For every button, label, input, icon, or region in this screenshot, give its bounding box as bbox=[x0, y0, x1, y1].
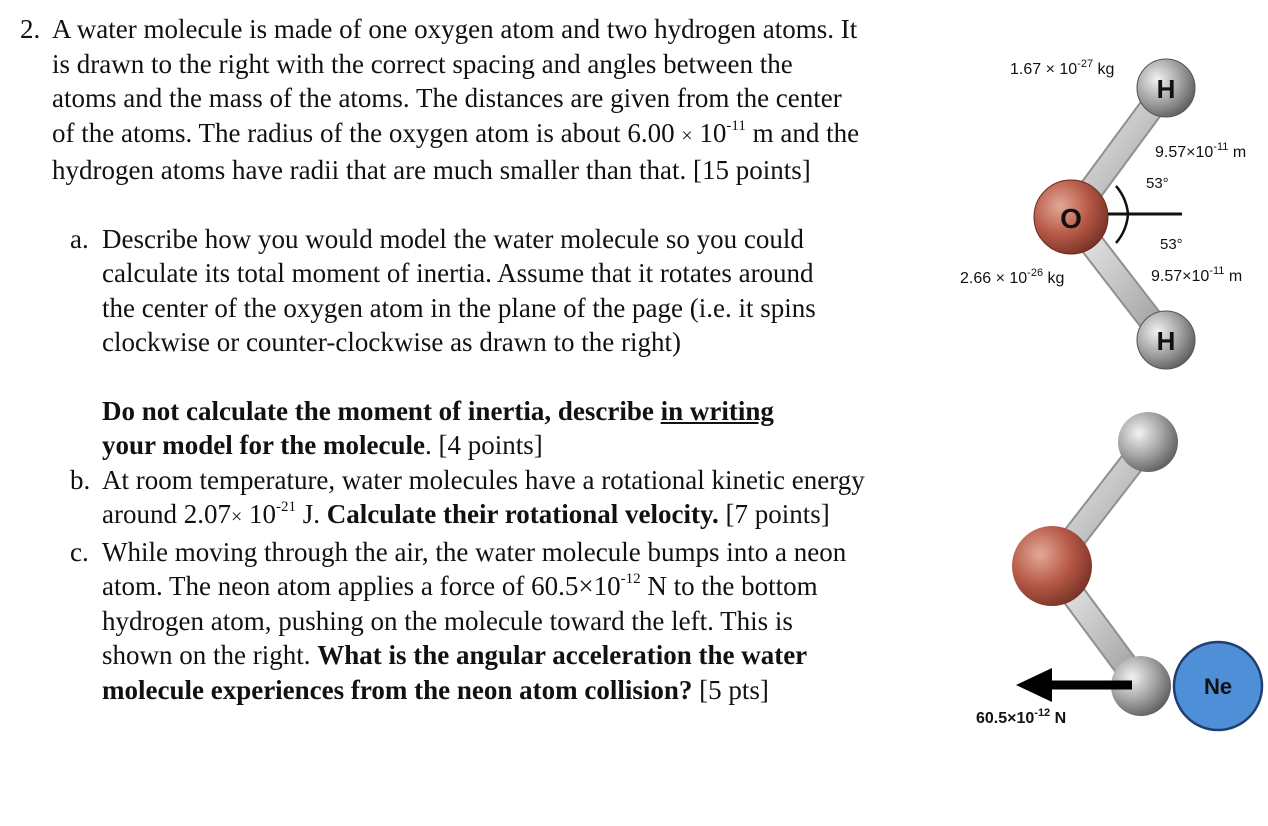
angle-label-bottom: 53° bbox=[1160, 236, 1183, 253]
neon-label: Ne bbox=[1203, 674, 1233, 699]
part-c: c. While moving through the air, the water molecule bumps into a neon atom. The neon atom applies a force of $60.5\times 10^{-12}$ N to the bottom hydrogen atom, pushing on the molecule toward the left. This is shown on the right. What is the angular acceleration the water molecule experiences from the neon atom collision? [5 pts] bbox=[70, 536, 847, 705]
angle-arc-top bbox=[1116, 186, 1128, 214]
stem-line: of the atoms. The radius of the oxygen atom is about $6.00 \times 10^{-11}$ m and the bbox=[52, 117, 860, 148]
hydrogen-atom-top-2 bbox=[1118, 412, 1178, 472]
water-molecule-diagram bbox=[960, 58, 1246, 369]
part-a-label: a. bbox=[70, 223, 89, 254]
oxygen-atom-2 bbox=[1012, 526, 1092, 606]
part-c-label: c. bbox=[70, 536, 89, 567]
part-a: a. Describe how you would model the water molecule so you could calculate its total moment of inertia. Assume that it rotates around the center of the oxygen atom in the plane of the page (i.e. it spins clockwise or counter-clockwise as drawn to the right) Do not calculate the moment of inertia, describe in writing your model for the molecule. [4 points] bbox=[70, 222, 960, 463]
stem-line: 2. A water molecule is made of one oxygen atom and two hydrogen atoms. It bbox=[20, 12, 960, 47]
part-a-instruction: Do not calculate the moment of inertia, describe in writing bbox=[102, 395, 774, 426]
oxygen-label: O bbox=[1060, 203, 1082, 234]
oxygen-mass-label: $2.66 \times 10^{-26}$ kg bbox=[960, 267, 1065, 287]
collision-diagram bbox=[976, 412, 1262, 730]
stem-line: hydrogen atoms have radii that are much smaller than that. [15 points] bbox=[52, 155, 811, 185]
distance-label-bottom: $9.57\times 10^{-11}$ m bbox=[1151, 265, 1243, 285]
angle-label-top: 53° bbox=[1146, 175, 1169, 192]
force-label: $60.5\times 10^{-12}$ N bbox=[976, 707, 1067, 727]
force-arrow-head bbox=[1016, 668, 1052, 702]
stem-line: is drawn to the right with the correct spacing and angles between the bbox=[52, 48, 793, 79]
hydrogen-label-bottom: H bbox=[1156, 326, 1176, 356]
part-b: b. At room temperature, water molecules have a rotational kinetic energy around $2.07\times 10^{-21}$ J. Calculate their rotational velocity. [7 points] bbox=[70, 464, 865, 529]
hydrogen-label-top: H bbox=[1156, 74, 1176, 104]
part-b-label: b. bbox=[70, 464, 91, 495]
distance-label-top: $9.57\times 10^{-11}$ m bbox=[1155, 141, 1247, 161]
angle-arc-bottom bbox=[1116, 214, 1128, 243]
figures-panel bbox=[948, 0, 1268, 826]
question-number: 2. bbox=[20, 14, 41, 44]
question-text bbox=[20, 12, 960, 707]
hydrogen-mass-label: $1.67 \times 10^{-27}$ kg bbox=[1010, 58, 1115, 78]
stem-line: atoms and the mass of the atoms. The distances are given from the center bbox=[52, 83, 842, 113]
